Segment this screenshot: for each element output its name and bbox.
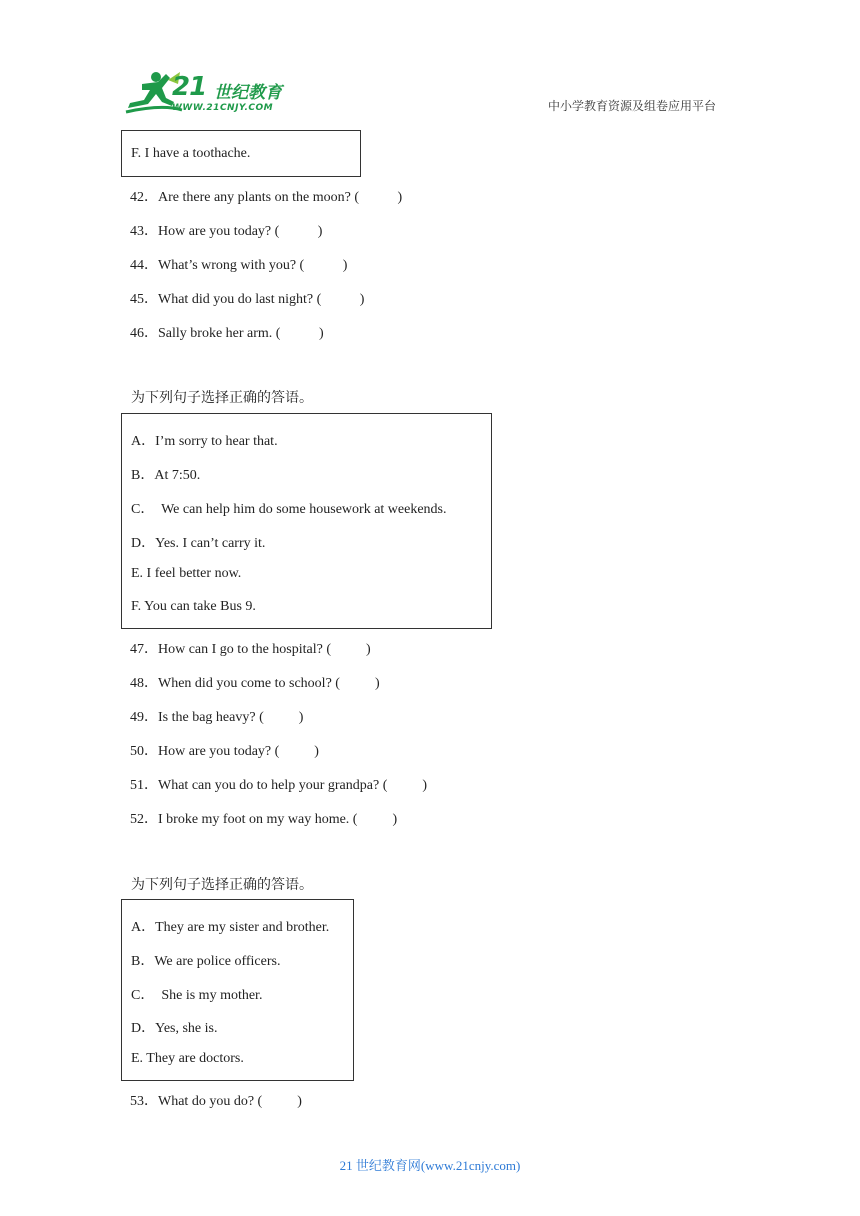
question-item: 47．How can I go to the hospital? ( ) [130,642,371,657]
section-instruction: 为下列句子选择正确的答语。 [131,877,313,893]
option-item: D．Yes. I can’t carry it. [131,536,266,551]
question-item: 51．What can you do to help your grandpa? ( ) [130,778,428,793]
question-item: 50．How are you today? ( ) [130,744,319,759]
footer-link[interactable]: 21 世纪教育网(www.21cnjy.com) [339,1158,521,1173]
logo-number: 21 [172,72,207,102]
option-item: B．We are police officers. [131,954,281,969]
logo-url: WWW.21CNJY.COM [172,103,274,113]
question-item: 44．What’s wrong with you? ( ) [130,258,348,273]
options-box-1 [121,130,361,177]
option-item: E. I feel better now. [131,566,242,581]
options-box-3 [121,899,354,1081]
question-item: 48．When did you come to school? ( ) [130,676,380,691]
question-item: 42．Are there any plants on the moon? ( ) [130,190,403,205]
option-item: C． She is my mother. [131,988,263,1003]
question-item: 46．Sally broke her arm. ( ) [130,326,324,341]
option-item: F. You can take Bus 9. [131,599,256,614]
option-item: A．I’m sorry to hear that. [131,434,278,449]
question-item: 43．How are you today? ( ) [130,224,323,239]
option-item: C． We can help him do some housework at weekends. [131,502,447,517]
option-item: B．At 7:50. [131,468,201,483]
question-item: 53．What do you do? ( ) [130,1094,302,1109]
option-item: F. I have a toothache. [131,146,251,161]
question-item: 45．What did you do last night? ( ) [130,292,365,307]
section-instruction: 为下列句子选择正确的答语。 [131,390,313,406]
option-item: A．They are my sister and brother. [131,920,330,935]
logo-text: 世纪教育 [214,83,282,103]
options-box-2 [121,413,492,629]
option-item: E. They are doctors. [131,1051,244,1066]
footer-text [0,1155,860,1174]
option-item: D．Yes, she is. [131,1021,218,1036]
question-item: 52．I broke my foot on my way home. ( ) [130,812,398,827]
header-title: 中小学教育资源及组卷应用平台 [548,99,717,113]
question-item: 49．Is the bag heavy? ( ) [130,710,304,725]
